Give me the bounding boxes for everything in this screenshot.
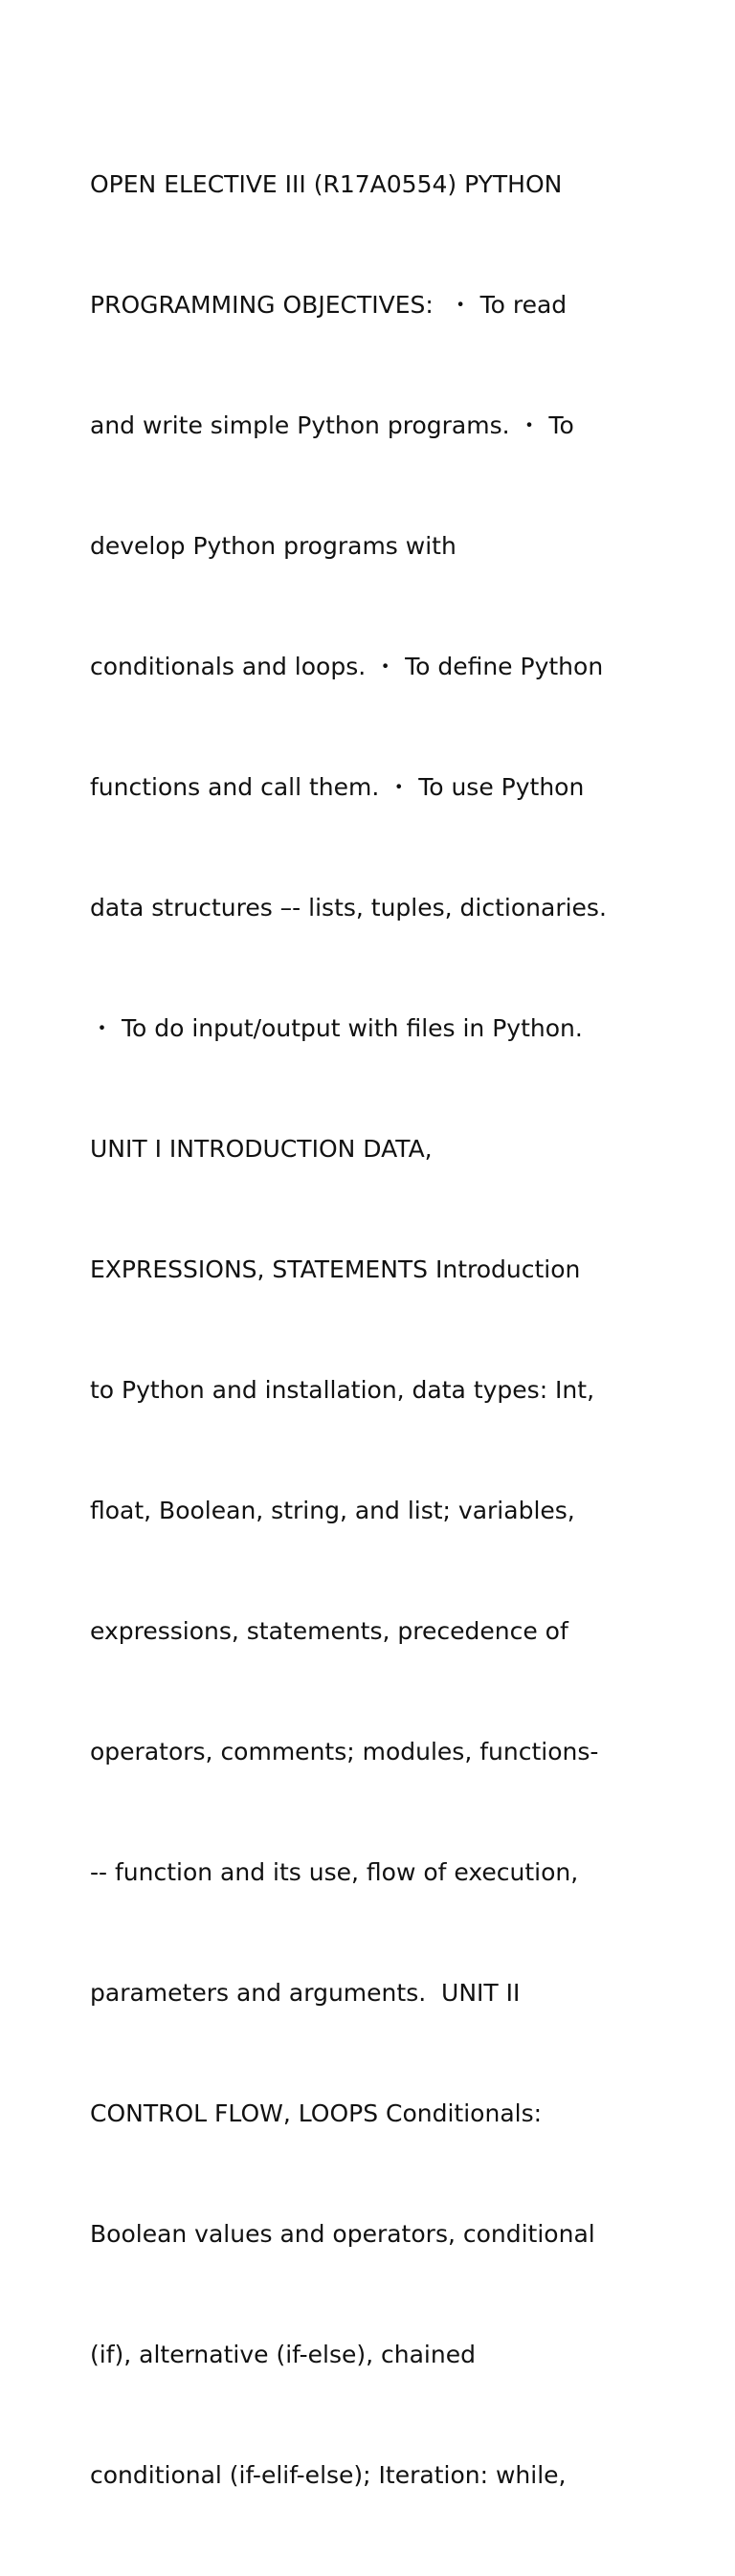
text-line: (if), alternative (if-else), chained [90, 2341, 476, 2368]
text-line: EXPRESSIONS, STATEMENTS Introduction [90, 1255, 581, 1283]
text-line: ・ To do input/output with files in Python. [90, 1014, 583, 1042]
text-line: operators, comments; modules, functions- [90, 1738, 599, 1765]
text-line: expressions, statements, precedence of [90, 1617, 568, 1645]
text-line: -- function and its use, flow of execution, [90, 1858, 579, 1886]
text-line: conditionals and loops. ・ To define Python [90, 653, 604, 680]
text-line: UNIT I INTRODUCTION DATA, [90, 1135, 433, 1163]
text-line: PROGRAMMING OBJECTIVES: ・ To read [90, 291, 568, 319]
text-line: parameters and arguments. UNIT II [90, 1979, 521, 2007]
text-line: Boolean values and operators, conditional [90, 2220, 595, 2248]
text-line: float, Boolean, string, and list; variables, [90, 1497, 575, 1524]
text-line: conditional (if-elif-else); Iteration: while, [90, 2461, 567, 2489]
text-line: to Python and installation, data types: Int, [90, 1376, 595, 1404]
text-line: OPEN ELECTIVE III (R17A0554) PYTHON [90, 170, 563, 198]
text-line: and write simple Python programs. ・ To [90, 411, 574, 439]
document-text [90, 84, 664, 2576]
text-line: develop Python programs with [90, 532, 457, 560]
text-line: CONTROL FLOW, LOOPS Conditionals: [90, 2099, 543, 2127]
text-line: data structures –- lists, tuples, dictionaries. [90, 894, 607, 922]
text-line: functions and call them. ・ To use Python [90, 773, 585, 801]
